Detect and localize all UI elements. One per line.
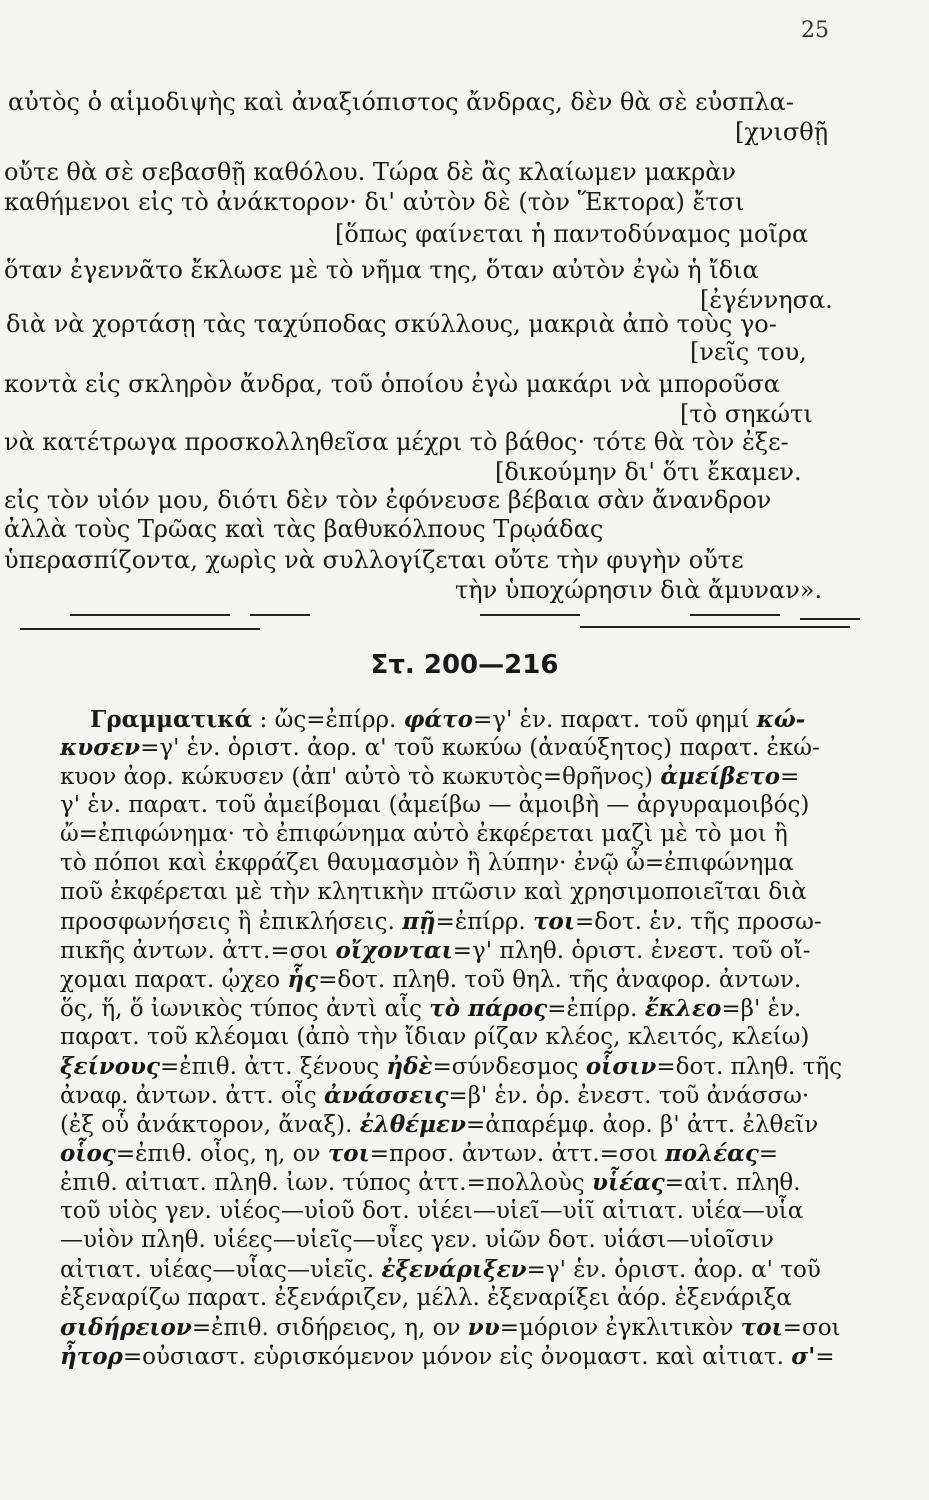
verse-line: [τὸ σηκώτι	[680, 400, 813, 428]
verse-line: οὔτε θὰ σὲ σεβασθῇ καθόλου. Τώρα δὲ ἂς κλαίωμεν μακρὰν	[4, 158, 737, 186]
grammar-line: ἐπιθ. αἰτιατ. πληθ. ἰων. τύπος ἀττ.=πολλοὺς υἷέας=αἰτ. πληθ.	[60, 1169, 801, 1196]
verse-line: [ἐγέννησα.	[700, 286, 833, 314]
grammar-line: —υἱὸν πληθ. υἱέες—υἱεῖς—υἷες γεν. υἱῶν δοτ. υἱάσι—υἱοῖσιν	[60, 1227, 774, 1253]
grammar-line: παρατ. τοῦ κλέομαι (ἀπὸ τὴν ἴδιαν ρίζαν κλέος, κλειτός, κλείω)	[60, 1024, 810, 1050]
verse-line: αὐτὸς ὁ αἱμοδιψὴς καὶ ἀναξιόπιστος ἄνδρας, δὲν θὰ σὲ εὐσπλα-	[8, 88, 794, 116]
grammar-line: ἀναφ. ἀντων. ἀττ. οἷς ἀνάσσεις=β' ἑν. ὁρ. ἐνεστ. τοῦ ἀνάσσω·	[60, 1082, 810, 1109]
verse-line: [χνισθῇ	[735, 118, 829, 146]
grammar-line: αἰτιατ. υἱέας—υἷας—υἱεῖς. ἐξενάριξεν=γ' ἑν. ὁριστ. ἀορ. α' τοῦ	[60, 1256, 821, 1283]
verse-line: κοντὰ εἰς σκληρὸν ἄνδρα, τοῦ ὁποίου ἐγὼ μακάρι νὰ μποροῦσα	[4, 370, 780, 398]
separator-rule	[480, 614, 580, 616]
grammar-line: πικῆς ἀντων. ἀττ.=σοι οἴχονται=γ' πληθ. ὁριστ. ἐνεστ. τοῦ οἴ-	[60, 937, 811, 964]
grammar-line: προσφωνήσεις ἢ ἐπικλήσεις. πῇ=ἐπίρρ. τοι=δοτ. ἑν. τῆς προσω-	[60, 908, 822, 935]
grammar-line: τὸ πόποι καὶ ἐκφράζει θαυμασμὸν ἢ λύπην· ἐνῷ ὦ=ἐπιφώνημα	[60, 850, 794, 876]
separator-rule	[690, 614, 780, 616]
verse-line: ὅταν ἐγεννᾶτο ἔκλωσε μὲ τὸ νῆμα της, ὅταν αὐτὸν ἐγὼ ἡ ἴδια	[4, 256, 759, 284]
verse-line: ὑπερασπίζοντα, χωρὶς νὰ συλλογίζεται οὔτε τὴν φυγὴν οὔτε	[4, 546, 744, 574]
grammar-line: ποῦ ἐκφέρεται μὲ τὴν κλητικὴν πτῶσιν καὶ χρησιμοποιεῖται διὰ	[60, 879, 807, 905]
grammar-line: κυον ἀορ. κώκυσεν (ἀπ' αὐτὸ τὸ κωκυτὸς=θρῆνος) ἀμείβετο=	[60, 763, 800, 790]
grammar-line: χομαι παρατ. ᾠχεο ἧς=δοτ. πληθ. τοῦ θηλ. τῆς ἀναφορ. ἀντων.	[60, 966, 802, 993]
separator-rule	[70, 614, 230, 616]
grammar-line: τοῦ υἱὸς γεν. υἱέος—υἱοῦ δοτ. υἱέει—υἱεῖ—υἱῖ αἰτιατ. υἱέα—υἷα	[60, 1198, 804, 1224]
verse-line: διὰ νὰ χορτάσῃ τὰς ταχύποδας σκύλλους, μακριὰ ἀπὸ τοὺς γο-	[6, 310, 777, 338]
verse-line: τὴν ὑποχώρησιν διὰ ἄμυναν».	[455, 576, 823, 604]
grammar-line: γ' ἑν. παρατ. τοῦ ἀμείβομαι (ἀμείβω — ἀμοιβὴ — ἀργυραμοιβός)	[60, 792, 810, 818]
section-heading: Στ. 200—216	[370, 650, 559, 680]
grammar-line: ὤ=ἐπιφώνημα· τὸ ἐπιφώνημα αὐτὸ ἐκφέρεται μαζὶ μὲ τὸ μοι ἢ	[60, 821, 788, 847]
verse-line: [δικούμην δι' ὅτι ἔκαμεν.	[495, 458, 802, 486]
separator-rule	[250, 614, 310, 616]
verse-line: [ὅπως φαίνεται ἡ παντοδύναμος μοῖρα	[335, 220, 809, 248]
verse-line: ἀλλὰ τοὺς Τρῶας καὶ τὰς βαθυκόλπους Τρῳάδας	[4, 515, 604, 543]
verse-line: νὰ κατέτρωγα προσκολληθεῖσα μέχρι τὸ βάθος· τότε θὰ τὸν ἐξε-	[4, 428, 789, 456]
grammar-line: κυσεν=γ' ἑν. ὁριστ. ἀορ. α' τοῦ κωκύω (ἀναύξητος) παρατ. ἐκώ-	[60, 734, 820, 761]
separator-rule	[800, 618, 860, 620]
separator-rule	[20, 628, 260, 630]
grammar-line: (ἐξ οὗ ἀνάκτορον, ἄναξ). ἐλθέμεν=ἀπαρέμφ. ἀορ. β' ἀττ. ἐλθεῖν	[60, 1111, 819, 1138]
verse-line: [νεῖς του,	[690, 338, 807, 366]
grammar-line: οἷος=ἐπιθ. οἷος, η, ον τοι=προσ. ἀντων. ἀττ.=σοι πολέας=	[60, 1140, 779, 1167]
grammar-line: ἦτορ=οὐσιαστ. εὑρισκόμενον μόνον εἰς ὀνομαστ. καὶ αἰτιατ. σ'=	[60, 1343, 835, 1370]
verse-line: εἰς τὸν υἱόν μου, διότι δὲν τὸν ἐφόνευσε βέβαια σὰν ἄνανδρον	[4, 486, 772, 514]
grammar-line: σιδήρειον=ἐπιθ. σιδήρειος, η, ον νυ=μόριον ἐγκλιτικὸν τοι=σοι	[60, 1314, 841, 1341]
grammar-line: ξείνους=ἐπιθ. ἀττ. ξένους ἠδὲ=σύνδεσμος οἷσιν=δοτ. πληθ. τῆς	[60, 1053, 843, 1080]
grammar-line: ὅς, ἥ, ὅ ἰωνικὸς τύπος ἀντὶ αἷς τὸ πάρος=ἐπίρρ. ἔκλεο=β' ἑν.	[60, 995, 802, 1022]
separator-rule	[580, 626, 850, 628]
verse-line: καθήμενοι εἰς τὸ ἀνάκτορον· δι' αὐτὸν δὲ (τὸν Ἕκτορα) ἔτσι	[4, 188, 745, 216]
page-number: 25	[801, 18, 829, 43]
grammar-line: Γραμματικά : ὤς=ἐπίρρ. φάτο=γ' ἑν. παρατ. τοῦ φημί κώ-	[90, 706, 806, 733]
grammar-line: ἐξεναρίζω παρατ. ἐξενάριζεν, μέλλ. ἐξεναρίξει ἀόρ. ἐξενάριξα	[60, 1285, 792, 1311]
